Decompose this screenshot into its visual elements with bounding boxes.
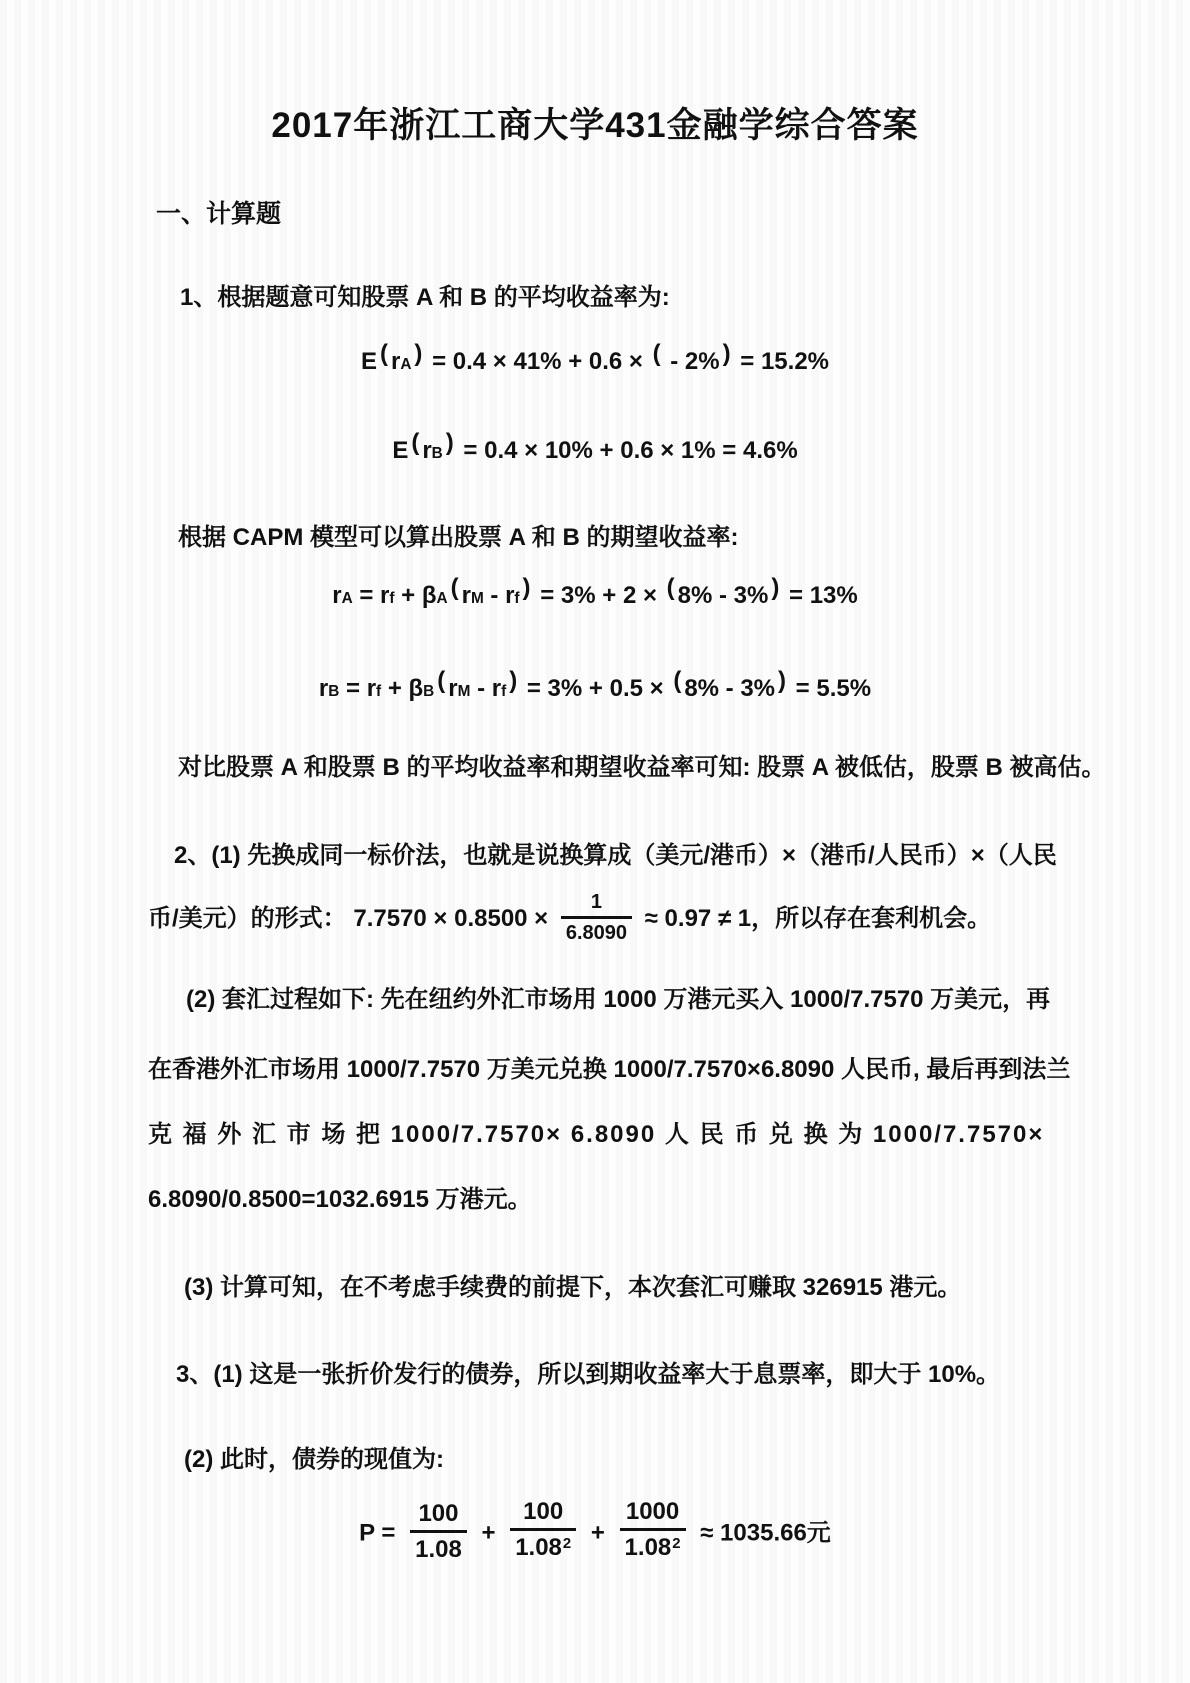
term: r [332, 582, 342, 609]
formula-capm-b [148, 667, 1042, 710]
q3-part1: 3、(1) 这是一张折价发行的债券，所以到期收益率大于息票率，即大于 10%。 [176, 1361, 1001, 1389]
formula-average-return-b [148, 429, 1042, 472]
fraction-numerator: 1000 [620, 1496, 686, 1531]
term: r [422, 437, 432, 464]
q2-part2-line3: 克 福 外 汇 市 场 把 1000/7.7570× 6.8090 人 民 币 兑 换 为 1000/7.7570× [148, 1121, 1045, 1149]
term: 1.08 [515, 1534, 562, 1562]
term: E [392, 437, 409, 464]
q2-part2-line1: (2) 套汇过程如下: 先在纽约外汇市场用 1000 万港元买入 1000/7.7570 万美元，再 [186, 986, 1051, 1014]
term: 7.7570 × 0.8500 × [353, 905, 549, 932]
paren: ) [771, 574, 780, 602]
paren: ) [445, 429, 454, 457]
fraction [410, 1498, 467, 1565]
subscript: M [457, 683, 471, 700]
formula-bond-price [148, 1498, 1042, 1569]
section-heading: 一、计算题 [156, 200, 282, 228]
term: 8% - 3% [684, 675, 776, 702]
subscript: M [470, 590, 484, 607]
q2-part2-line2: 在香港外汇市场用 1000/7.7570 万美元兑换 1000/7.7570×6.8090 人民币, 最后再到法兰 [148, 1056, 1071, 1084]
term: 1.08 [624, 1534, 672, 1562]
term: = 3% + 2 × [533, 582, 664, 609]
subscript: f [501, 683, 507, 700]
term: + [584, 1519, 612, 1547]
document-title: 2017年浙江工商大学431金融学综合答案 [271, 106, 919, 145]
fraction-denominator [620, 1531, 686, 1567]
fraction-numerator: 1 [561, 889, 632, 919]
term: = 15.2% [733, 348, 830, 375]
subscript: A [400, 356, 412, 373]
fraction-numerator: 100 [410, 1498, 467, 1533]
term: r [318, 675, 329, 702]
fraction-denominator: 6.8090 [565, 922, 628, 945]
term: = 0.4 × 41% + 0.6 × [425, 348, 650, 375]
subscript: f [389, 590, 395, 607]
paren: ( [411, 429, 420, 457]
term: ≈ 0.97 ≠ 1，所以存在套利机会。 [644, 905, 992, 932]
term: r [448, 675, 458, 702]
exponent: 2 [562, 1536, 572, 1553]
fraction [510, 1496, 576, 1567]
formula-capm-a [148, 574, 1042, 617]
q2-part2-line4: 6.8090/0.8500=1032.6915 万港元。 [148, 1186, 532, 1214]
term: = 5.5% [789, 675, 872, 702]
term: ≈ 1035.66元 [693, 1519, 831, 1547]
exponent: 2 [672, 1536, 681, 1553]
paren: ( [379, 340, 388, 368]
term: + β [394, 582, 437, 609]
paren: ) [778, 667, 787, 695]
term: + [474, 1519, 503, 1547]
q1-conclusion: 对比股票 A 和股票 B 的平均收益率和期望收益率可知: 股票 A 被低估，股票 B 被高估。 [178, 754, 1106, 781]
q2-part1-line1: 2、(1) 先换成同一标价法，也就是说换算成（美元/港币）×（港币/人民币）×（人民 [174, 842, 1057, 869]
paren: ) [509, 667, 518, 695]
paren: ( [652, 340, 661, 368]
fraction-numerator: 100 [510, 1496, 576, 1531]
formula-average-return-a [148, 340, 1042, 383]
fraction-denominator [510, 1531, 576, 1567]
q1-capm-intro: 根据 CAPM 模型可以算出股票 A 和 B 的期望收益率: [178, 524, 739, 551]
subscript: A [436, 590, 448, 607]
subscript: f [514, 590, 520, 607]
paren: ( [437, 667, 446, 695]
fraction [561, 889, 632, 946]
paren: ) [522, 574, 531, 602]
paren: ) [414, 340, 423, 368]
q2-part1-line2 [148, 890, 1042, 948]
term: - r [483, 582, 515, 609]
paren: ( [666, 574, 675, 602]
term: = r [352, 582, 390, 609]
fraction-denominator: 1.08 [415, 1536, 462, 1564]
term: = 0.4 × 10% + 0.6 × 1% = 4.6% [456, 437, 798, 464]
term: r [390, 348, 401, 375]
fraction [620, 1496, 686, 1567]
term: 币/美元）的形式： [148, 905, 347, 932]
term: = 13% [782, 582, 858, 609]
term: E [360, 348, 377, 375]
q2-part3: (3) 计算可知，在不考虑手续费的前提下，本次套汇可赚取 326915 港元。 [184, 1274, 962, 1302]
subscript: A [341, 590, 353, 607]
term: r [461, 582, 471, 609]
paren: ( [673, 667, 682, 695]
subscript: f [376, 683, 382, 700]
q1-intro: 1、根据题意可知股票 A 和 B 的平均收益率为: [180, 284, 670, 311]
term: + β [381, 675, 424, 702]
term: 8% - 3% [677, 582, 769, 609]
subscript: B [431, 445, 443, 462]
term: = 3% + 0.5 × [520, 675, 671, 702]
paren: ( [450, 574, 459, 602]
term: - 2% [663, 348, 720, 375]
subscript: B [328, 683, 340, 700]
term: = r [339, 675, 377, 702]
term: - r [470, 675, 502, 702]
paren: ) [722, 340, 731, 368]
term: P = [359, 1519, 403, 1547]
q3-part2-intro: (2) 此时，债券的现值为: [184, 1446, 444, 1474]
subscript: B [423, 683, 435, 700]
